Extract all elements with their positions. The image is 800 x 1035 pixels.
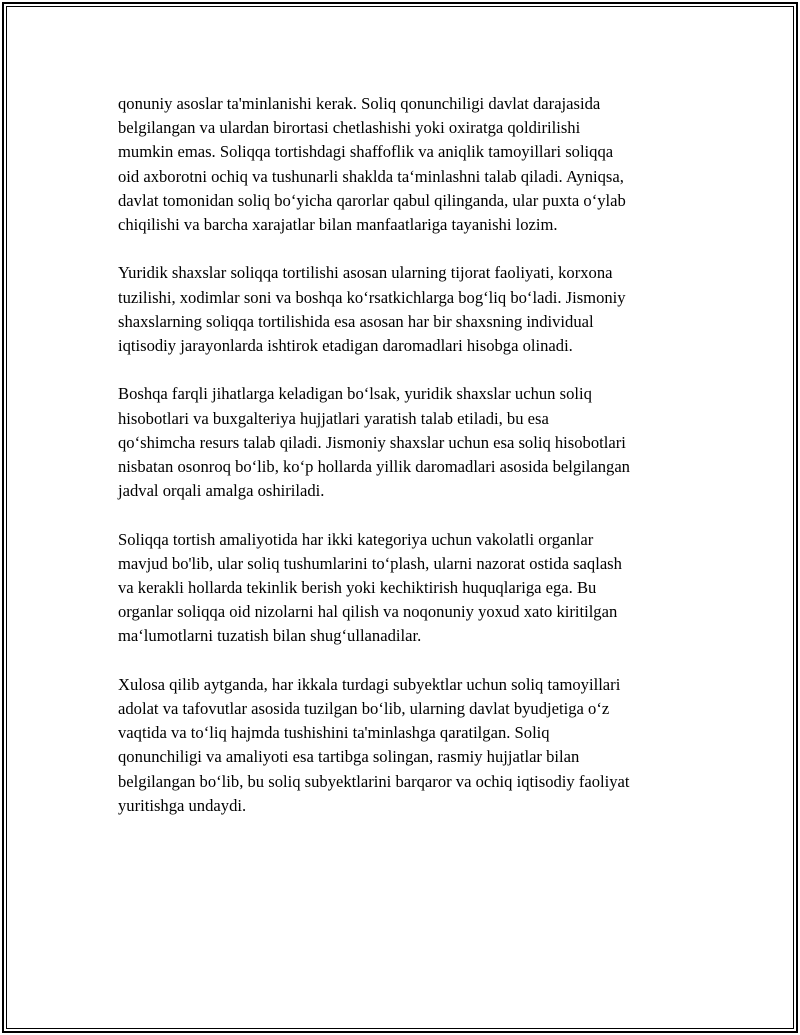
text-line: mavjud bo'lib, ular soliq tushumlarini to‘plash, ularni nazorat ostida saqlash	[118, 553, 622, 573]
text-line: Xulosa qilib aytganda, har ikkala turdagi subyektlar uchun soliq tamoyillari	[118, 674, 621, 694]
paragraph	[118, 261, 698, 358]
text-line: Yuridik shaxslar soliqqa tortilishi asosan ularning tijorat faoliyati, korxona	[118, 263, 613, 283]
text-line: oid axborotni ochiq va tushunarli shaklda ta‘minlashni talab qiladi. Ayniqsa,	[118, 166, 624, 186]
paragraph	[118, 528, 698, 649]
text-line: tuzilishi, xodimlar soni va boshqa ko‘rsatkichlarga bog‘liq bo‘ladi. Jismoniy	[118, 287, 626, 307]
text-line: iqtisodiy jarayonlarda ishtirok etadigan daromadlari hisobga olinadi.	[118, 336, 573, 356]
text-line: va kerakli hollarda tekinlik berish yoki kechiktirish huquqlariga ega. Bu	[118, 578, 597, 598]
text-line: shaxslarning soliqqa tortilishida esa asosan har bir shaxsning individual	[118, 311, 594, 331]
paragraph	[118, 92, 698, 237]
text-line: belgilangan va ulardan birortasi chetlashishi yoki oxiratga qoldirilishi	[118, 118, 581, 138]
text-line: ma‘lumotlarni tuzatish bilan shug‘ullanadilar.	[118, 626, 422, 646]
text-line: Boshqa farqli jihatlarga keladigan bo‘lsak, yuridik shaxslar uchun soliq	[118, 384, 592, 404]
text-line: belgilangan bo‘lib, bu soliq subyektlarini barqaror va ochiq iqtisodiy faoliyat	[118, 771, 630, 791]
paragraph	[118, 382, 698, 503]
text-line: nisbatan osonroq bo‘lib, ko‘p hollarda yillik daromadlari asosida belgilangan	[118, 457, 630, 477]
text-line: qonunchiligi va amaliyoti esa tartibga solingan, rasmiy hujjatlar bilan	[118, 747, 580, 767]
paragraph	[118, 673, 698, 818]
text-line: yuritishga undaydi.	[118, 795, 247, 815]
text-line: adolat va tafovutlar asosida tuzilgan bo‘lib, ularning davlat byudjetiga o‘z	[118, 699, 610, 719]
text-line: jadval orqali amalga oshiriladi.	[118, 481, 325, 501]
text-line: Soliqqa tortish amaliyotida har ikki kategoriya uchun vakolatli organlar	[118, 529, 594, 549]
document-body	[118, 92, 698, 842]
text-line: chiqilishi va barcha xarajatlar bilan manfaatlariga tayanishi lozim.	[118, 215, 558, 235]
text-line: mumkin emas. Soliqqa tortishdagi shaffoflik va aniqlik tamoyillari soliqqa	[118, 142, 614, 162]
text-line: davlat tomonidan soliq bo‘yicha qarorlar qabul qilinganda, ular puxta o‘ylab	[118, 190, 626, 210]
text-line: qonuniy asoslar ta'minlanishi kerak. Soliq qonunchiligi davlat darajasida	[118, 94, 601, 113]
text-line: vaqtida va to‘liq hajmda tushishini ta'minlashga qaratilgan. Soliq	[118, 723, 550, 743]
text-line: hisobotlari va buxgalteriya hujjatlari yaratish talab etiladi, bu esa	[118, 408, 549, 428]
text-line: qo‘shimcha resurs talab qiladi. Jismoniy shaxslar uchun esa soliq hisobotlari	[118, 432, 626, 452]
text-line: organlar soliqqa oid nizolarni hal qilish va noqonuniy yoxud xato kiritilgan	[118, 602, 618, 622]
